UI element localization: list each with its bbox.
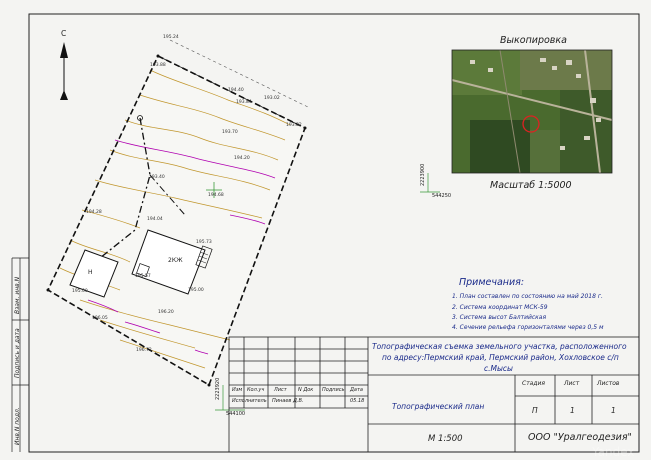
inset-title: Выкопировка bbox=[500, 35, 567, 46]
building-right-label: 2КЖ bbox=[168, 257, 183, 264]
sheets-label: Листов bbox=[597, 380, 620, 387]
stage-label: Стадия bbox=[522, 380, 546, 387]
elevation-label: 195.57 bbox=[135, 274, 151, 279]
elevation-label: 195.73 bbox=[196, 240, 212, 245]
stamp-vzam-inv: Взам. инв.N bbox=[14, 276, 21, 314]
stage-value: П bbox=[532, 406, 538, 415]
elevation-label: 193.70 bbox=[222, 130, 238, 135]
elevation-label: 194.28 bbox=[86, 210, 102, 215]
col-header-podpis: Подпись bbox=[322, 387, 345, 393]
inset-satellite-map bbox=[452, 50, 612, 173]
col-header-list: Лист bbox=[274, 387, 287, 393]
inset-coord-y: 544250 bbox=[432, 193, 452, 199]
elevation-label: 196.05 bbox=[92, 316, 108, 321]
col-header-n-dok: N Док bbox=[298, 387, 314, 393]
executor-role: Исполнитель bbox=[232, 398, 267, 404]
elevation-label: 194.40 bbox=[228, 88, 244, 93]
elevation-label: 193.88 bbox=[150, 63, 166, 68]
elevation-label: 195.00 bbox=[188, 288, 204, 293]
note-item: 1. План составлен по состоянию на май 2018 г. bbox=[452, 293, 603, 300]
elevation-label: 195.00 bbox=[72, 289, 88, 294]
col-header-kol-uch: Кол.уч bbox=[247, 387, 265, 393]
stamp-podpis-data: Подпись и дата bbox=[14, 328, 21, 378]
plan-coord-y: 544100 bbox=[226, 411, 246, 417]
elevation-label: 193.84 bbox=[236, 100, 252, 105]
elevation-label: 194.20 bbox=[234, 156, 250, 161]
plan-coord-x: 2223920 bbox=[215, 377, 221, 400]
sheet-label: Лист bbox=[564, 380, 580, 387]
project-title-line3: с.Мысы bbox=[484, 364, 513, 373]
elevation-label: 194.04 bbox=[147, 217, 163, 222]
inset-coord-x: 2223900 bbox=[420, 163, 426, 186]
sheet-title: Топографический план bbox=[392, 402, 485, 411]
executor-name: Пинаев Д.В. bbox=[272, 398, 304, 404]
elevation-label: 193.82 bbox=[286, 123, 302, 128]
north-label: С bbox=[61, 29, 67, 38]
watermark: Yandex bbox=[592, 445, 635, 459]
col-header-data: Дата bbox=[350, 387, 363, 393]
project-title-line2: по адресу:Пермский край, Пермский район, Хохловское с/п bbox=[382, 353, 619, 362]
inset-scale: Масштаб 1:5000 bbox=[490, 180, 572, 191]
executor-date: 05.18 bbox=[350, 398, 365, 404]
north-arrow bbox=[60, 42, 68, 100]
elevation-label: 196.72 bbox=[136, 348, 152, 353]
note-item: 2. Система координат МСК-59 bbox=[452, 304, 548, 311]
project-title-line1: Топографическая съемка земельного участка, расположенного bbox=[372, 342, 627, 351]
notes-heading: Примечания: bbox=[459, 277, 525, 288]
elevation-label: 195.24 bbox=[163, 35, 179, 40]
elevation-label: 193.40 bbox=[149, 175, 165, 180]
sheets-value: 1 bbox=[611, 406, 616, 415]
col-header-izm: Изм bbox=[232, 387, 243, 393]
elevation-label: 193.02 bbox=[264, 96, 280, 101]
drawing-scale: М 1:500 bbox=[428, 434, 463, 444]
building-left-label: Н bbox=[88, 269, 93, 276]
sheet-value: 1 bbox=[570, 406, 575, 415]
note-item: 3. Система высот Балтийская bbox=[452, 314, 547, 321]
elevation-label: 196.20 bbox=[158, 310, 174, 315]
elevation-label: 194.68 bbox=[208, 193, 224, 198]
company-name: ООО "Уралгеодезия" bbox=[528, 432, 632, 443]
stamp-inv-podl: Инв.N подл. bbox=[14, 407, 21, 445]
note-item: 4. Сечение рельефа горизонталями через 0,5 м bbox=[452, 324, 604, 331]
